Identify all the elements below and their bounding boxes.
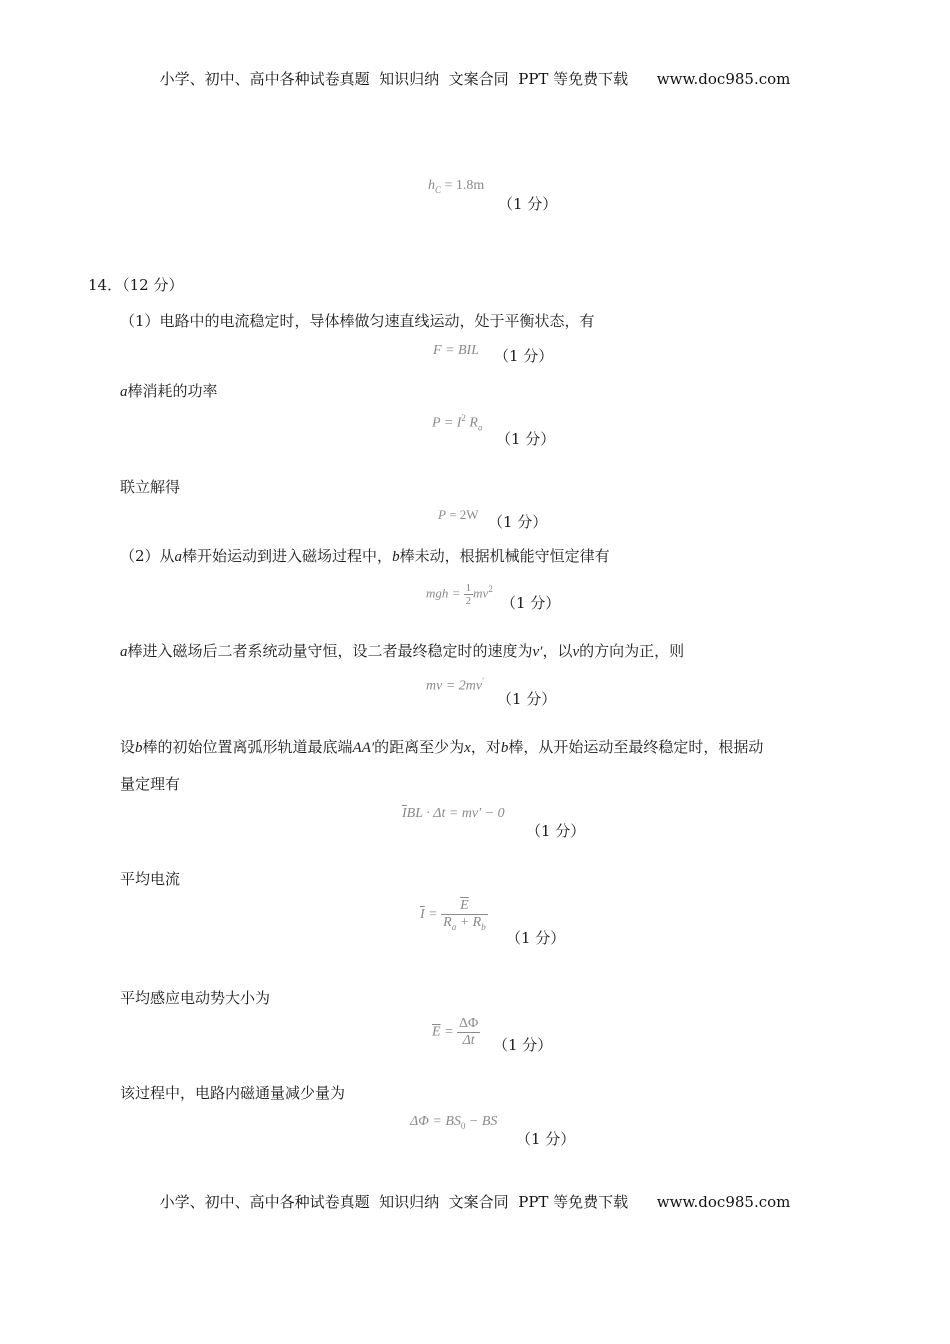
question-score: （12 分）	[122, 276, 184, 294]
points-label: （1 分）	[506, 929, 566, 947]
equation-power: $P = I^2$ $R_a$	[432, 413, 483, 433]
paragraph-8: 平均电流	[120, 870, 181, 888]
paragraph-1: （1）电路中的电流稳定时，导体棒做匀速直线运动，处于平衡状态，有	[120, 312, 595, 330]
equation-hc: $h_C = 1.8m$	[428, 178, 485, 195]
points-label: （1 分）	[488, 513, 548, 531]
points-label: （1 分）	[494, 347, 554, 365]
points-label: （1 分）	[493, 1036, 553, 1054]
equation-power-value: P = 2W	[438, 507, 479, 522]
equation-average-current: $\overline{I}$ = $\frac{\overline{E}}{R_a + R_b}$	[420, 898, 486, 932]
equation-force: F = BIL	[433, 343, 480, 358]
points-label: （1 分）	[501, 594, 561, 612]
equation-energy: mgh = $\frac{1}{2}$ $mv^2$	[426, 582, 493, 607]
equation-flux-change: $\Delta\Phi = BS_0$ − BS	[410, 1114, 498, 1131]
paragraph-6: 设b棒的初始位置离弧形轨道最底端AA′的距离至少为x，对b棒，从开始运动至最终稳定时，根据动	[120, 738, 764, 756]
points-label: （1 分）	[496, 430, 556, 448]
equation-momentum: mv = 2mv′	[426, 676, 485, 694]
points-label: （1 分）	[498, 195, 558, 213]
points-label: （1 分）	[526, 822, 586, 840]
paragraph-2: a棒消耗的功率	[120, 382, 218, 400]
paragraph-10: 该过程中，电路内磁通量减少量为	[120, 1084, 346, 1102]
paragraph-5: a棒进入磁场后二者系统动量守恒，设二者最终稳定时的速度为v′，以v的方向为正，则	[120, 642, 685, 660]
paragraph-7: 量定理有	[120, 775, 181, 793]
points-label: （1 分）	[497, 690, 557, 708]
equation-average-emf: $\overline{E}$ = $\frac{\Delta\Phi}{\Delta t}$	[432, 1016, 479, 1048]
question-number: 14．（12 分）	[88, 276, 184, 294]
paragraph-4: （2）从a棒开始运动到进入磁场过程中，b棒未动，根据机械能守恒定律有	[120, 547, 610, 565]
page-header: 小学、初中、高中各种试卷真题 知识归纳 文案合同 PPT 等免费下载 www.doc985.com	[159, 70, 791, 88]
points-label: （1 分）	[516, 1130, 576, 1148]
page-footer: 小学、初中、高中各种试卷真题 知识归纳 文案合同 PPT 等免费下载 www.doc985.com	[159, 1193, 791, 1211]
paragraph-9: 平均感应电动势大小为	[120, 989, 271, 1007]
paragraph-3: 联立解得	[120, 478, 181, 496]
equation-impulse: $\overline{I}BL \cdot \Delta t = mv' - 0$	[402, 806, 505, 821]
